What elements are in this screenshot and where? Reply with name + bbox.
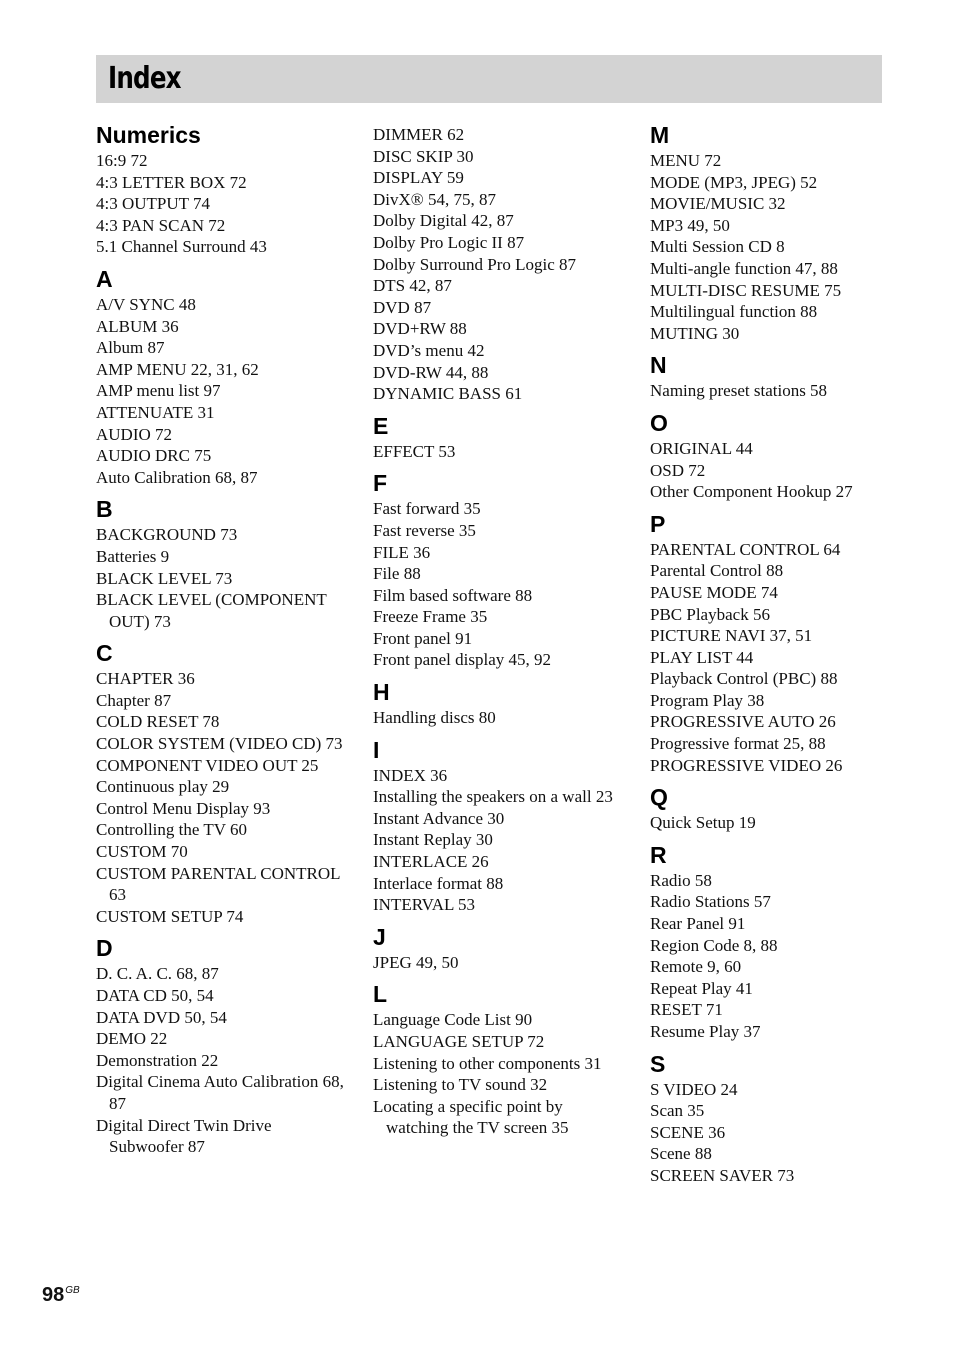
index-section: [373, 411, 623, 463]
index-entry: MUTING 30: [650, 323, 740, 343]
index-entry: PICTURE NAVI 37, 51: [650, 626, 813, 646]
index-entry: AMP menu list 97: [96, 381, 221, 401]
index-entry: Demonstration 22: [96, 1050, 219, 1070]
index-section: [373, 735, 623, 916]
index-entry: INTERVAL 53: [373, 895, 476, 915]
entry-list: [650, 812, 900, 834]
index-entry: OSD 72: [650, 460, 706, 480]
page-number: [42, 1284, 80, 1307]
section-heading: Numerics: [96, 122, 201, 148]
entry-list: [373, 498, 623, 671]
index-entry: RESET 71: [650, 1000, 723, 1020]
index-entry: LANGUAGE SETUP 72: [373, 1032, 545, 1051]
index-entry: Fast forward 35: [373, 499, 481, 519]
index-entry: 16:9 72: [96, 151, 148, 170]
index-entry: ATTENUATE 31: [96, 402, 215, 422]
index-entry: Language Code List 90: [373, 1010, 533, 1030]
index-entry: AMP MENU 22, 31, 62: [96, 359, 259, 379]
index-entry: MULTI-DISC RESUME 75: [650, 280, 842, 300]
index-entry: Scan 35: [650, 1101, 705, 1121]
index-entry: DYNAMIC BASS 61: [373, 384, 523, 404]
index-entry: BLACK LEVEL (COMPONENT OUT) 73: [96, 590, 327, 631]
index-entry: AUDIO DRC 75: [96, 446, 212, 466]
index-entry: AUDIO 72: [96, 424, 173, 444]
index-section: [96, 120, 346, 258]
index-entry: DVD’s menu 42: [373, 340, 485, 360]
index-column-3: [650, 120, 900, 1187]
entry-list: [96, 150, 346, 258]
index-entry: Installing the speakers on a wall 23: [373, 787, 613, 807]
index-entry: Other Component Hookup 27: [650, 482, 853, 502]
index-entry: Digital Cinema Auto Calibration 68, 87: [96, 1072, 344, 1113]
entry-list: [373, 441, 623, 463]
index-entry: MOVIE/MUSIC 32: [650, 194, 786, 214]
index-entry: CUSTOM SETUP 74: [96, 906, 244, 926]
index-section: [650, 782, 900, 834]
index-entry: MP3 49, 50: [650, 215, 730, 235]
title-bar: [96, 55, 882, 103]
section-heading: L: [373, 981, 388, 1008]
index-entry: MENU 72: [650, 151, 722, 170]
index-entry: Resume Play 37: [650, 1022, 761, 1041]
entry-list: [650, 380, 900, 402]
index-entry: COLD RESET 78: [96, 712, 220, 732]
index-entry: DATA CD 50, 54: [96, 986, 214, 1005]
index-column-2: [373, 124, 623, 1139]
index-entry: Radio 58: [650, 870, 712, 890]
section-heading: P: [650, 510, 666, 537]
index-entry: Interlace format 88: [373, 873, 504, 893]
entry-list: [373, 952, 623, 974]
index-entry: Instant Advance 30: [373, 808, 505, 828]
index-entry: Region Code 8, 88: [650, 935, 778, 955]
index-entry: 4:3 OUTPUT 74: [96, 194, 210, 214]
index-entry: Front panel 91: [373, 628, 473, 648]
section-heading: E: [373, 412, 389, 439]
index-entry: Dolby Digital 42, 87: [373, 211, 514, 231]
index-entry: Chapter 87: [96, 690, 172, 710]
index-entry: Listening to TV sound 32: [373, 1075, 548, 1095]
index-section: [96, 638, 346, 927]
index-entry: PROGRESSIVE AUTO 26: [650, 712, 836, 732]
index-entry: DISPLAY 59: [373, 168, 464, 188]
page-number-value: 98: [42, 1284, 65, 1306]
index-entry: Rear Panel 91: [650, 914, 746, 934]
index-entry: DATA DVD 50, 54: [96, 1007, 227, 1027]
index-entry: S VIDEO 24: [650, 1079, 738, 1099]
entry-list: [96, 668, 346, 927]
section-heading: I: [373, 736, 380, 763]
index-entry: Continuous play 29: [96, 777, 230, 797]
index-section: [650, 350, 900, 402]
index-section: [650, 840, 900, 1043]
index-entry: DIMMER 62: [373, 125, 465, 144]
entry-list: [96, 524, 346, 632]
section-heading: O: [650, 409, 668, 436]
index-entry: Multi Session CD 8: [650, 237, 785, 257]
entry-list: [373, 765, 623, 916]
index-entry: Dolby Surround Pro Logic 87: [373, 254, 577, 274]
index-entry: Auto Calibration 68, 87: [96, 467, 258, 487]
entry-list: [650, 150, 900, 344]
entry-list: [650, 539, 900, 777]
index-section: [373, 677, 623, 729]
index-entry: JPEG 49, 50: [373, 952, 459, 972]
entry-list: [650, 1079, 900, 1187]
index-entry: Album 87: [96, 338, 165, 358]
index-entry: Scene 88: [650, 1144, 712, 1164]
index-entry: DEMO 22: [96, 1029, 168, 1049]
index-entry: FILE 36: [373, 542, 431, 562]
index-section: [650, 408, 900, 503]
index-entry: CUSTOM PARENTAL CONTROL 63: [96, 863, 340, 905]
section-heading: N: [650, 352, 667, 379]
index-section: [373, 468, 623, 671]
index-entry: DVD 87: [373, 297, 432, 317]
entry-list: [650, 870, 900, 1043]
section-heading: M: [650, 122, 670, 148]
index-entry: Program Play 38: [650, 690, 765, 710]
index-section: [96, 264, 346, 488]
entry-list: [96, 963, 346, 1157]
index-section: [650, 509, 900, 777]
index-entry: DVD+RW 88: [373, 319, 467, 339]
index-section: [96, 933, 346, 1157]
index-entry: DTS 42, 87: [373, 276, 452, 296]
index-section: [650, 120, 900, 344]
section-heading: A: [96, 265, 113, 292]
index-entry: Listening to other components 31: [373, 1053, 602, 1073]
index-entry: PBC Playback 56: [650, 604, 770, 624]
index-entry: PLAY LIST 44: [650, 647, 754, 667]
index-entry: 5.1 Channel Surround 43: [96, 237, 267, 257]
index-entry: CUSTOM 70: [96, 842, 188, 862]
index-entry: EFFECT 53: [373, 441, 456, 461]
index-entry: Film based software 88: [373, 585, 533, 605]
index-entry: INDEX 36: [373, 765, 448, 785]
index-entry: Remote 9, 60: [650, 957, 742, 977]
index-entry: ALBUM 36: [96, 316, 179, 336]
index-section: [373, 922, 623, 974]
index-entry: BACKGROUND 73: [96, 525, 238, 545]
index-entry: Dolby Pro Logic II 87: [373, 232, 525, 252]
index-entry: SCREEN SAVER 73: [650, 1165, 795, 1185]
index-entry: DISC SKIP 30: [373, 146, 474, 166]
index-entry: Freeze Frame 35: [373, 607, 488, 627]
index-entry: MODE (MP3, JPEG) 52: [650, 172, 818, 192]
index-entry: File 88: [373, 564, 421, 584]
index-entry: Controlling the TV 60: [96, 820, 247, 840]
index-column-1: [96, 120, 346, 1158]
index-entry: Instant Replay 30: [373, 830, 493, 850]
index-entry: PAUSE MODE 74: [650, 582, 778, 602]
index-entry: Handling discs 80: [373, 708, 496, 728]
index-section: [373, 979, 623, 1139]
index-entry: COMPONENT VIDEO OUT 25: [96, 755, 319, 775]
index-entry: BLACK LEVEL 73: [96, 568, 233, 588]
index-entry: COLOR SYSTEM (VIDEO CD) 73: [96, 734, 343, 754]
index-entry: Parental Control 88: [650, 561, 784, 581]
page-title: Index: [108, 61, 181, 96]
index-entry: DVD-RW 44, 88: [373, 362, 489, 382]
section-heading: F: [373, 470, 388, 497]
index-entry: A/V SYNC 48: [96, 294, 196, 314]
index-entry: Naming preset stations 58: [650, 381, 828, 401]
entry-list: [96, 294, 346, 488]
entry-list: [373, 707, 623, 729]
index-section: [373, 124, 623, 405]
index-entry: Fast reverse 35: [373, 520, 476, 540]
index-section: [96, 494, 346, 632]
index-entry: DivX® 54, 75, 87: [373, 189, 496, 209]
index-entry: Digital Direct Twin Drive Subwoofer 87: [96, 1115, 272, 1157]
section-heading: S: [650, 1050, 666, 1077]
index-entry: Multilingual function 88: [650, 302, 818, 322]
index-entry: Playback Control (PBC) 88: [650, 669, 838, 689]
index-entry: 4:3 LETTER BOX 72: [96, 172, 247, 192]
index-entry: SCENE 36: [650, 1122, 726, 1142]
index-entry: D. C. A. C. 68, 87: [96, 964, 219, 984]
section-heading: C: [96, 640, 113, 667]
index-entry: PROGRESSIVE VIDEO 26: [650, 755, 843, 775]
index-entry: PARENTAL CONTROL 64: [650, 539, 841, 559]
section-heading: D: [96, 935, 113, 962]
index-entry: Progressive format 25, 88: [650, 734, 826, 754]
index-entry: Radio Stations 57: [650, 892, 771, 912]
index-entry: 4:3 PAN SCAN 72: [96, 215, 226, 235]
index-entry: ORIGINAL 44: [650, 438, 753, 458]
section-heading: R: [650, 841, 667, 868]
section-heading: H: [373, 679, 390, 706]
entry-list: [373, 1009, 623, 1139]
index-entry: Control Menu Display 93: [96, 798, 271, 818]
section-heading: J: [373, 923, 386, 950]
index-entry: Front panel display 45, 92: [373, 650, 552, 670]
entry-list: [650, 438, 900, 503]
index-entry: CHAPTER 36: [96, 669, 195, 689]
index-entry: Locating a specific point by watching the TV screen 35: [373, 1096, 569, 1138]
section-heading: Q: [650, 784, 668, 811]
index-entry: Batteries 9: [96, 546, 170, 566]
index-entry: Repeat Play 41: [650, 978, 753, 998]
entry-list: [373, 124, 623, 405]
page-number-suffix: GB: [65, 1285, 80, 1296]
index-entry: INTERLACE 26: [373, 852, 489, 872]
index-entry: Quick Setup 19: [650, 813, 756, 833]
section-heading: B: [96, 496, 113, 523]
index-entry: Multi-angle function 47, 88: [650, 258, 838, 278]
index-section: [650, 1049, 900, 1187]
